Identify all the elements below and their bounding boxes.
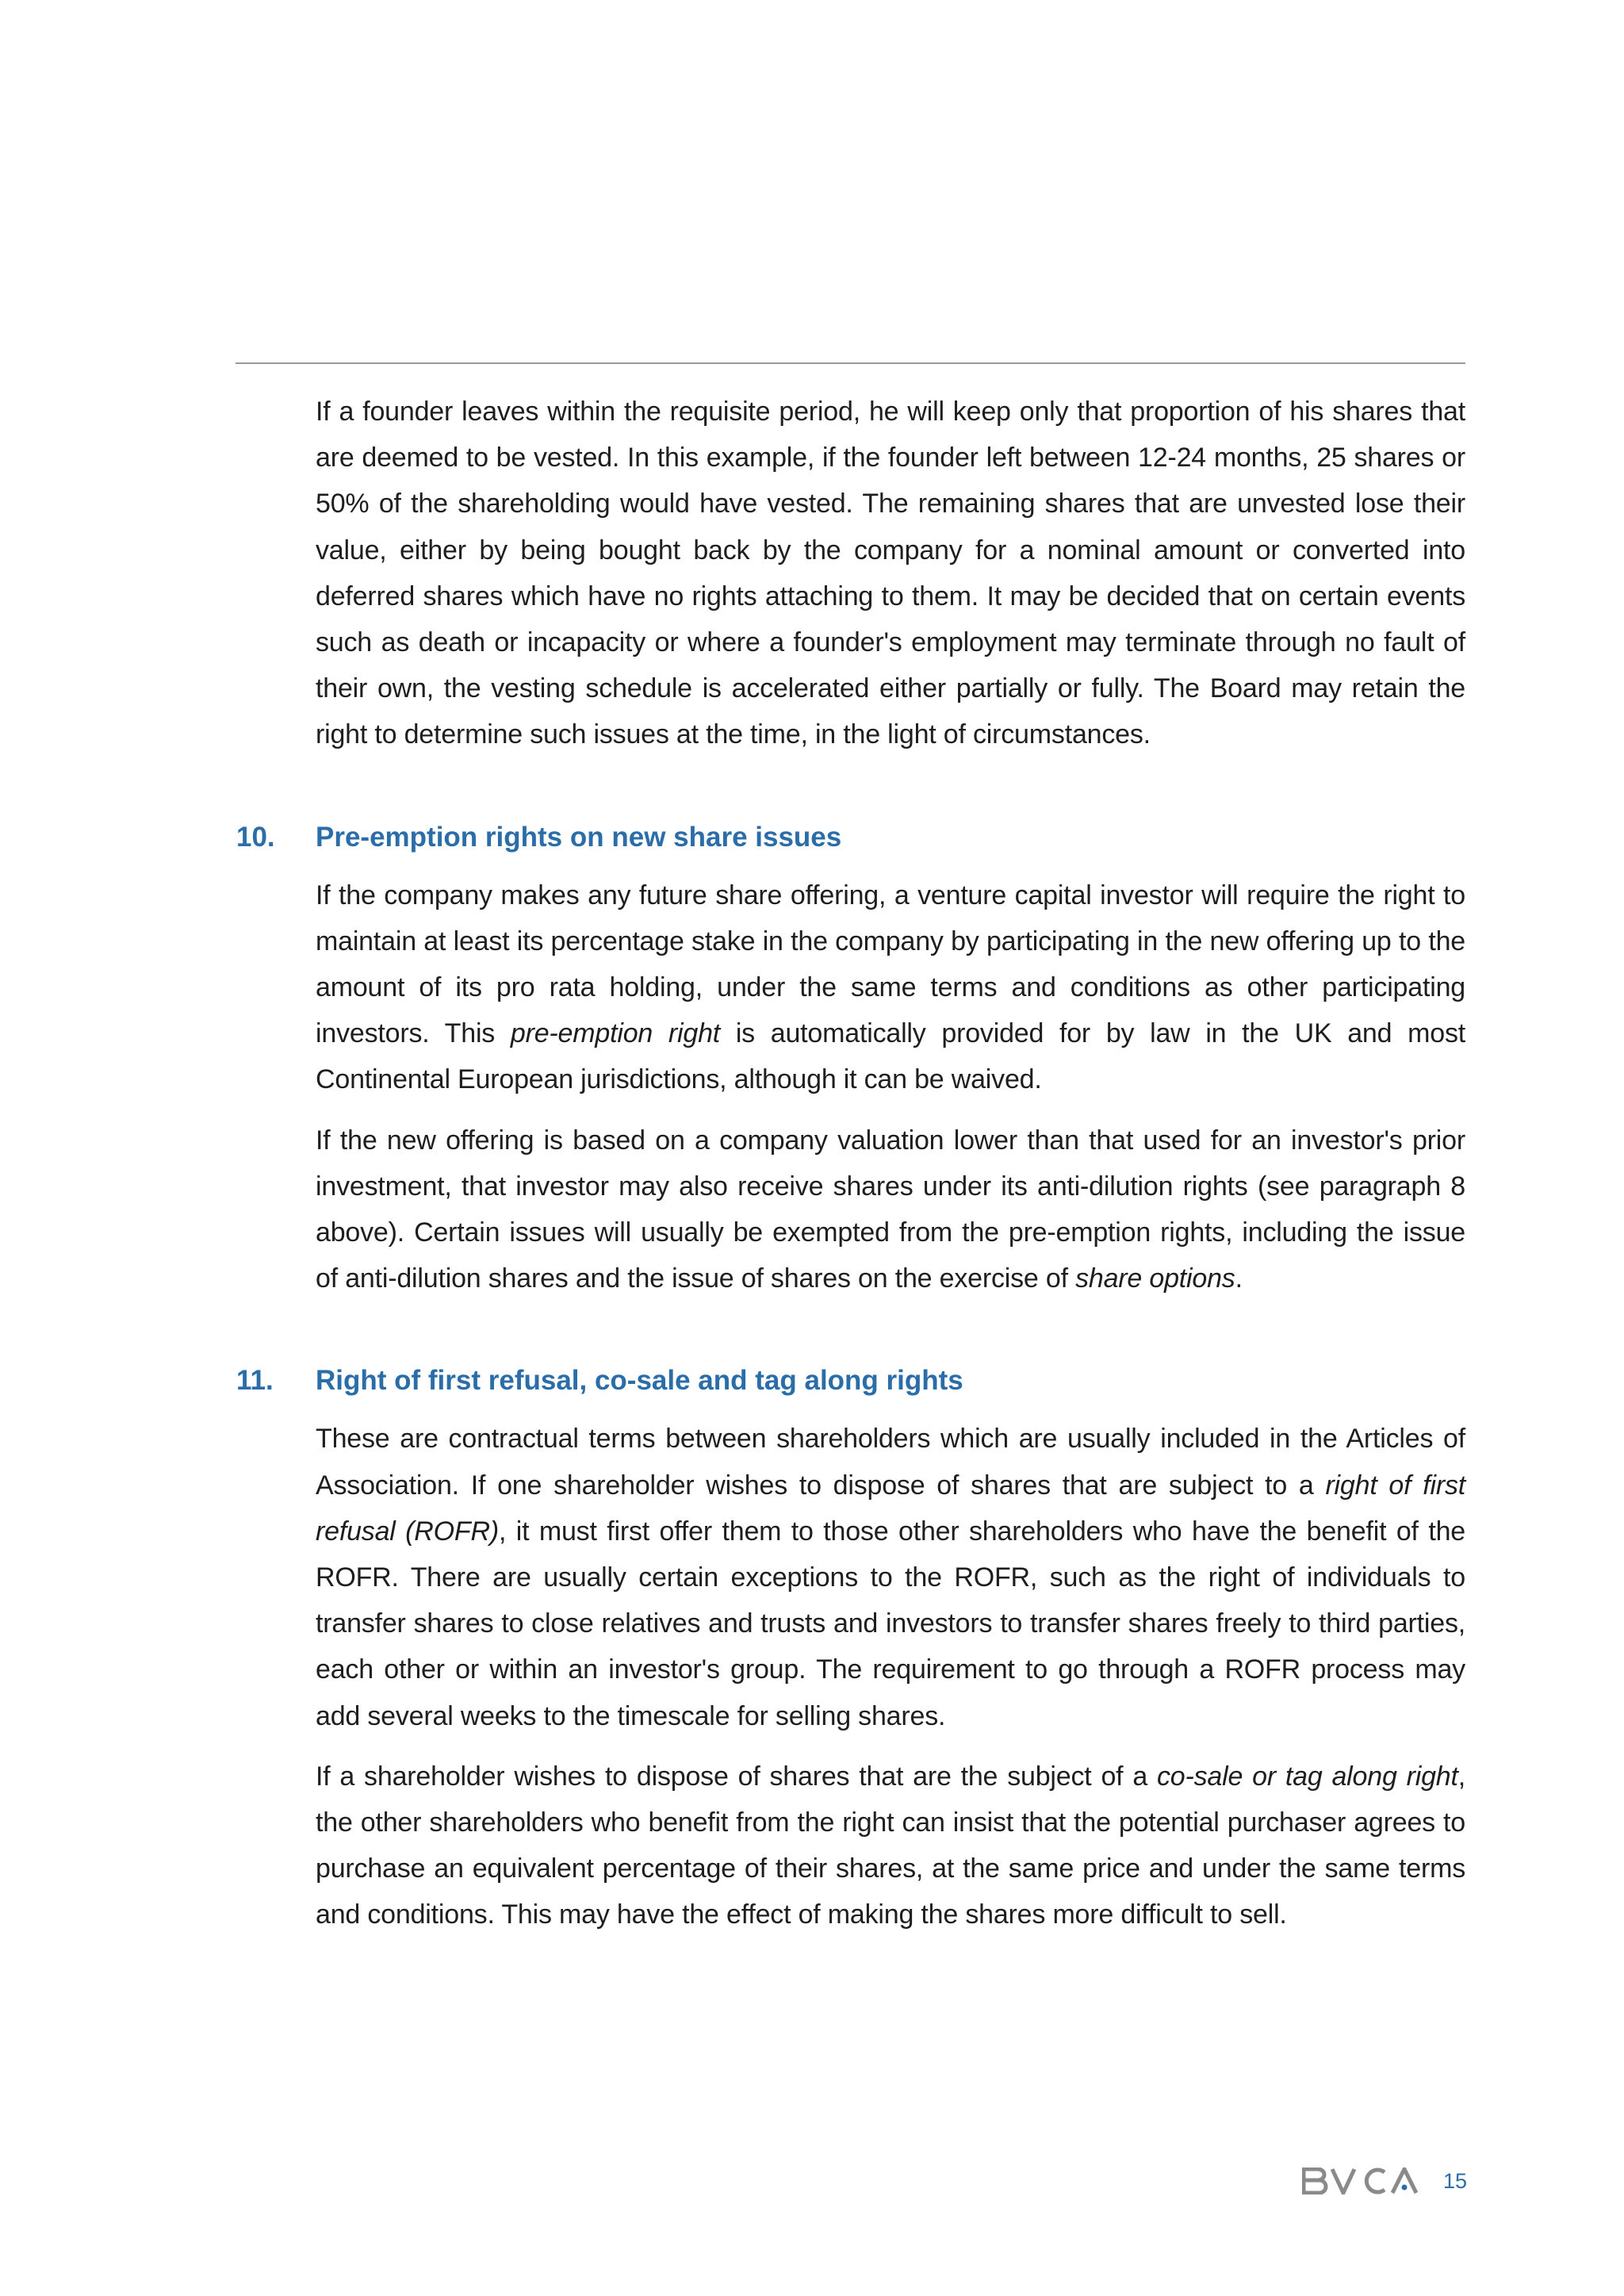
header-rule: [236, 362, 1465, 364]
rofr-term: right of first refusal (ROFR): [316, 1470, 1465, 1547]
bvca-logo-icon: [1302, 2168, 1421, 2194]
section-10-p2-text-b: .: [1235, 1263, 1243, 1294]
co-sale-term: co-sale or tag along right: [1156, 1761, 1458, 1792]
section-11-paragraph-1: [316, 1416, 1465, 1738]
pre-emption-right-term: pre-emption right: [510, 1018, 721, 1049]
section-11-p2-text-b: , the other shareholders who benefit from the right can insist that the potential purchaser agrees to purchase an equivalent percentage of their shares, at the same price and under the same terms and conditions. This may have the effect of making the shares more difficult to sell.: [316, 1761, 1465, 1930]
section-11-p1-text-b: , it must first offer them to those other shareholders who have the benefit of the ROFR. There are usually certain exceptions to the ROFR, such as the right of individuals to transfer shares to close relatives and trusts and investors to transfer shares freely to third parties, each other or within an investor's group. The requirement to go through a ROFR process may add several weeks to the timescale for selling shares.: [316, 1516, 1465, 1731]
section-10-heading: [236, 820, 1465, 855]
section-10-p2-text-a: If the new offering is based on a company valuation lower than that used for an investor's prior investment, that investor may also receive shares under its anti-dilution rights (see paragraph 8 above). Certain issues will usually be exempted from the pre-emption rights, including the issue of anti-dilution shares and the issue of shares on the exercise of: [316, 1125, 1465, 1294]
page-number: 15: [1442, 2168, 1467, 2193]
share-options-term: share options: [1075, 1263, 1235, 1294]
section-11-p1-text-a: These are contractual terms between shareholders which are usually included in the Articles of Association. If one shareholder wishes to dispose of shares that are subject to a: [316, 1424, 1465, 1501]
section-11-p2-text-a: If a shareholder wishes to dispose of shares that are the subject of a: [316, 1761, 1157, 1792]
section-10-paragraph-2: [316, 1117, 1465, 1302]
section-11-paragraph-2: [316, 1754, 1465, 1938]
page-footer: [1300, 2157, 1467, 2205]
section-11-heading: [236, 1363, 1465, 1398]
intro-paragraph: [316, 389, 1465, 758]
section-10-paragraph-1: [316, 872, 1465, 1103]
section-11-number: 11.: [236, 1365, 274, 1397]
bvca-logo: [1302, 2168, 1421, 2194]
section-10-p1-text-a: If the company makes any future share offering, a venture capital investor will require the right to maintain at least its percentage stake in the company by participating in the new offering up to the amount of its pro rata holding, under the same terms and conditions as other participating investors. This: [316, 880, 1465, 1049]
section-11-title: Right of first refusal, co-sale and tag along rights: [316, 1365, 963, 1397]
intro-text: If a founder leaves within the requisite period, he will keep only that proportion of his shares that are deemed to be vested. In this example, if the founder left between 12-24 months, 25 shares or 50% of the shareholding would have vested. The remaining shares that are unvested lose their value, either by being bought back by the company for a nominal amount or converted into deferred shares which have no rights attaching to them. It may be decided that on certain events such as death or incapacity or where a founder's employment may terminate through no fault of their own, the vesting schedule is accelerated either partially or fully. The Board may retain the right to determine such issues at the time, in the light of circumstances.: [316, 397, 1465, 750]
section-10-title: Pre-emption rights on new share issues: [316, 821, 842, 853]
page-content: [236, 389, 1465, 1953]
section-10-p1-text-b: is automatically provided for by law in the UK and most Continental European jurisdictions, although it can be waived.: [316, 1018, 1466, 1095]
section-10-number: 10.: [236, 821, 275, 853]
